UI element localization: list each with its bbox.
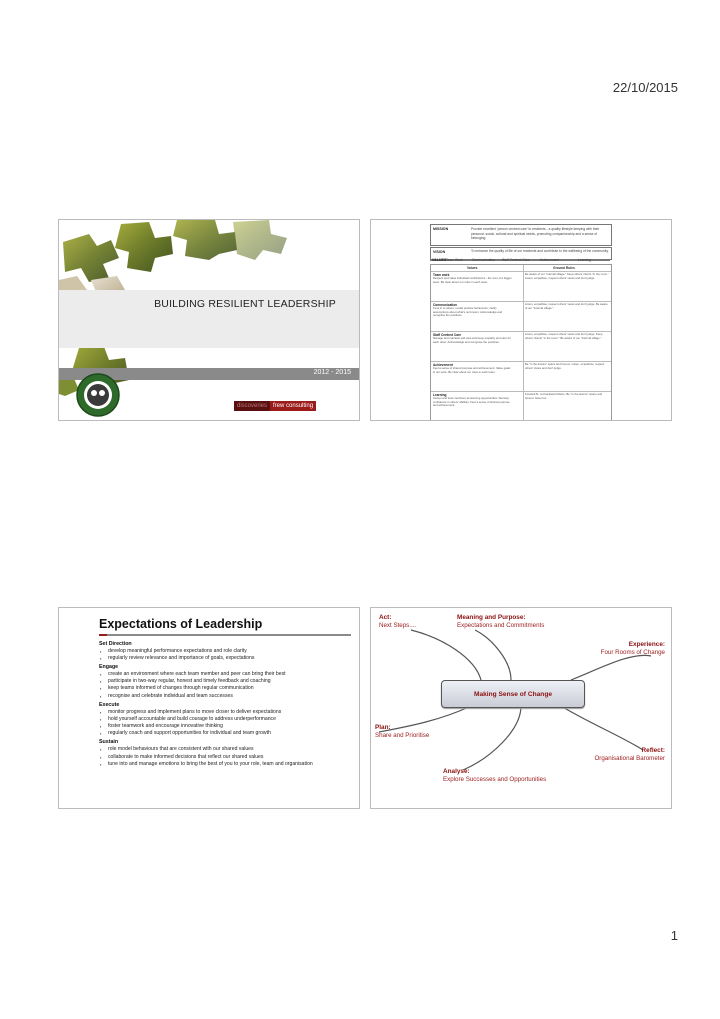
title-rule-accent <box>99 634 107 636</box>
list-item: ▪ participate in two-way regular, honest and timely feedback and coaching <box>99 678 357 685</box>
col-values: Values <box>467 266 478 270</box>
table-row <box>431 271 611 302</box>
list-item: ▪ monitor progress and implement plans to move closer to deliver expectations <box>99 709 357 716</box>
mission-label: MISSION <box>433 227 449 231</box>
section-heading: Execute <box>99 701 120 708</box>
list-item: ▪ foster teamwork and encourage innovative thinking <box>99 723 357 730</box>
analyse-label: Analyse: <box>443 768 470 775</box>
values-label: VALUES <box>432 258 447 262</box>
analyse-text: Explore Successes and Opportunities <box>443 776 547 783</box>
brand-strip <box>234 401 316 411</box>
slide-title: Expectations of Leadership <box>99 617 263 631</box>
slide-making-sense-of-change <box>370 607 672 809</box>
mission-box <box>430 224 612 246</box>
experience-text: Four Rooms of Change <box>600 649 665 656</box>
row-heading: Team work <box>433 273 450 277</box>
list-item: ▪ collaborate to make informed decisions that reflect our shared values <box>99 754 357 761</box>
row-values-text: Feel a sense of shared purpose and achievement. Value goals in our work. Be clear about our roles in each team. <box>433 366 511 374</box>
act-text: Next Steps.... <box>379 622 417 629</box>
connector-analyse <box>463 706 521 770</box>
table-row <box>431 361 611 392</box>
slide-mission-vision-values <box>370 219 672 421</box>
reflect-text: Organisational Barometer <box>594 755 665 762</box>
values-item: Staff Centred Care <box>502 258 530 262</box>
experience-label: Experience: <box>628 641 665 648</box>
row-heading: Communication <box>433 303 458 307</box>
reflect-label: Reflect: <box>641 747 665 754</box>
row-values-text: Manage and maintain self-care and keep empathy and care for each other. Acknowledge and recognise the positives. <box>433 336 511 344</box>
list-item: ▪ develop meaningful performance expectations and role clarity <box>99 648 357 655</box>
values-item: Learning <box>578 258 591 262</box>
row-rules-text: Forward fit, not backward blame. Be "in the leisure" space and honour. Have fun. <box>525 392 603 400</box>
table-row <box>431 391 611 421</box>
brand-left: discoveries <box>234 401 270 411</box>
col-ground-rules: Ground Rules <box>553 266 575 270</box>
plan-text: Share and Prioritise <box>375 732 430 739</box>
list-item: ▪ recognise and celebrate individual and team successes <box>99 693 357 700</box>
connector-meaning <box>475 630 511 680</box>
connector-plan <box>379 706 471 732</box>
vision-label: VISION <box>433 250 446 254</box>
vision-text: To enhance the quality of life of our residents and contribute to the wellbeing of the community. <box>471 249 609 253</box>
values-item: Team Work <box>446 258 463 262</box>
row-rules-text: Listen, empathise, respect others' views and don't judge. Keep others' clients "in the room." Be aware of our "internal village." <box>525 332 603 340</box>
meaning-label: Meaning and Purpose: <box>457 614 526 621</box>
section-heading: Set Direction <box>99 640 132 647</box>
page-number: 1 <box>670 928 678 943</box>
values-table <box>430 264 612 421</box>
row-heading: Staff Centred Care <box>433 333 461 337</box>
meaning-text: Expectations and Commitments <box>457 622 545 629</box>
row-rules-text: Be aware of our "internal village." Keep others' clients "in the room." Listen, empathise, respect others' views and don't judge. <box>525 272 609 280</box>
list-item: ▪ role model behaviours that are consistent with our shared values <box>99 746 357 753</box>
row-heading: Achievement <box>433 363 453 367</box>
list-item: ▪ keep teams informed of changes through regular communication <box>99 685 357 692</box>
connector-experience <box>571 655 651 680</box>
slide-building-resilient-leadership <box>58 219 360 421</box>
slide-title: BUILDING RESILIENT LEADERSHIP <box>154 298 336 310</box>
connector-act <box>411 630 481 680</box>
row-values-text: Respect and value individual contributions - the sum of a bigger team. Be clear about our roles in each team. <box>433 276 512 284</box>
row-values-text: Accept and treat members as learning opportunities. Develop confidence in others' abilities. Feel a sense of shared purpose and achievement. <box>433 396 510 408</box>
page-date: 22/10/2015 <box>612 80 678 95</box>
row-rules-text: Listen, empathise, respect others' views and don't judge. Be aware of our "internal village." <box>525 302 608 310</box>
values-item: Achievement <box>540 258 560 262</box>
organisation-logo-icon <box>75 372 121 418</box>
plan-label: Plan: <box>375 724 391 731</box>
year-range: 2012 - 2015 <box>313 369 351 376</box>
list-item: ▪ create an environment where each team member and peer can bring their best <box>99 671 357 678</box>
list-item: ▪ hold yourself accountable and build courage to address underperformance <box>99 716 357 723</box>
act-label: Act: <box>379 614 392 621</box>
section-heading: Engage <box>99 663 119 670</box>
title-rule <box>99 634 351 636</box>
table-row <box>431 301 611 332</box>
list-item: ▪ regularly coach and support opportunities for individual and team growth <box>99 730 357 737</box>
connector-reflect <box>561 706 643 750</box>
row-heading: Learning <box>433 393 447 397</box>
table-row <box>431 331 611 362</box>
row-rules-text: Be "in the leisure" space and honour. Listen, empathise, respect others' views and don't judge. <box>525 362 605 370</box>
row-values-text: Tune in to others; model positive behaviours; clarify assumptions about what's not known. Acknowledge and recognise the positives. <box>433 306 503 318</box>
brand-right: frew consulting <box>270 401 316 411</box>
mind-map-center: Making Sense of Change <box>441 680 585 708</box>
expectations-list <box>99 639 357 768</box>
list-item: ▪ regularly review relevance and importance of goals, expectations <box>99 655 357 662</box>
list-item: ▪ tune into and manage emotions to bring the best of you to your role, team and organisation <box>99 761 357 768</box>
mission-text: Provide excellent 'person centred care' to residents - a quality lifestyle keeping with their personal, social, cultural and spiritual needs, promoting companionship and a sense of belonging. <box>471 227 600 240</box>
section-heading: Sustain <box>99 739 119 746</box>
values-item: Communication <box>472 258 495 262</box>
slide-expectations-of-leadership <box>58 607 360 809</box>
